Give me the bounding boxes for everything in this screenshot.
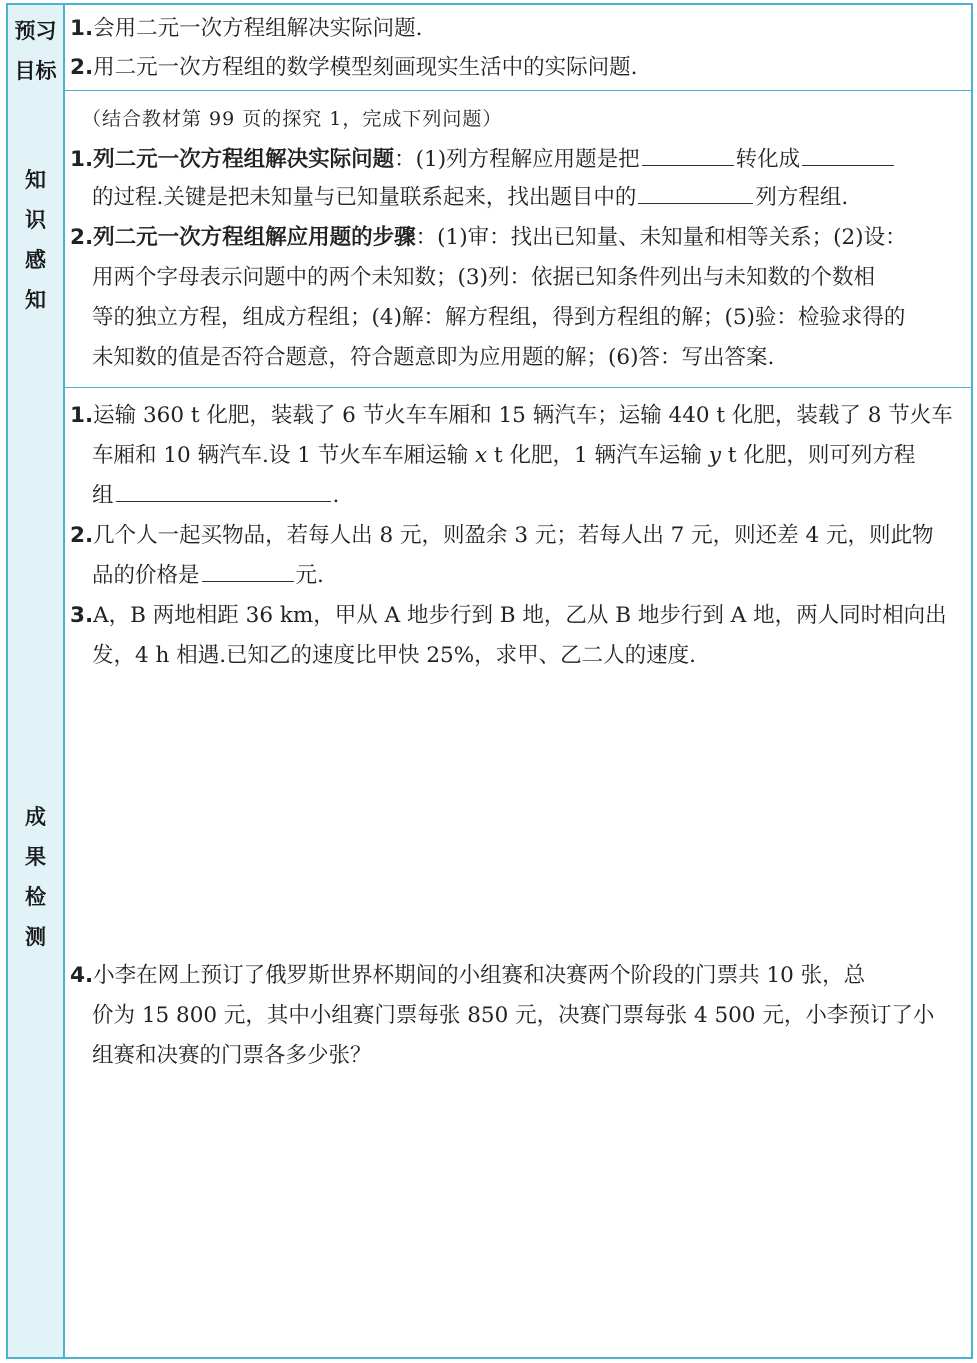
question-1-text: . [332,483,340,508]
goal-2 [70,53,963,83]
item-1-text-b: 转化成 [735,147,801,172]
question-4-text: 小李在网上预订了俄罗斯世界杯期间的小组赛和决赛两个阶段的门票共 10 张，总 [93,963,866,988]
label-char: 测 [25,925,46,949]
goal-1-number: 1. [70,16,94,41]
question-1-text: t 化肥，1 辆汽车运输 [487,443,709,468]
answer-blank[interactable] [116,497,331,502]
question-1-line-2 [92,441,963,471]
results-check-content [70,387,963,1357]
label-char: 成 [25,805,46,829]
question-2-text: 品的价格是 [92,563,200,588]
label-line-1: 预习 [14,19,57,43]
label-line-2: 目标 [14,59,57,83]
question-1-number: 1. [70,403,94,428]
question-1-line-3 [92,481,963,511]
preview-goals-row [8,5,971,91]
item-2-text: ：(1)审：找出已知量、未知量和相等关系；(2)设： [415,225,907,250]
question-1-text: 组 [92,483,114,508]
label-char: 果 [25,845,46,869]
goal-1 [70,14,963,44]
question-1-text: t 化肥，则可列方程 [721,443,916,468]
knowledge-item-2-line-2: 用两个字母表示问题中的两个未知数；(3)列：依据已知条件列出与未知数的个数相 [92,265,875,290]
question-4-number: 4. [70,963,94,988]
knowledge-row [8,90,971,388]
question-2-text: 几个人一起买物品，若每人出 8 元，则盈余 3 元；若每人出 7 元，则还差 4 元，则此物 [93,523,934,548]
goal-1-text: 会用二元一次方程组解决实际问题. [93,16,423,41]
answer-blank[interactable] [802,161,894,166]
question-3-line-1 [70,601,963,631]
item-2-title: 列二元一次方程组解应用题的步骤 [93,225,416,250]
knowledge-label [8,90,65,387]
knowledge-item-2-line-1 [70,223,963,253]
question-3-line-2: 发，4 h 相遇.已知乙的速度比甲快 25%，求甲、乙二人的速度. [92,643,696,668]
knowledge-item-1-line-1 [70,145,963,175]
label-char: 识 [25,208,46,232]
question-1-text: 车厢和 10 辆汽车.设 1 节火车车厢运输 [92,443,476,468]
question-4-line-3: 组赛和决赛的门票各多少张？ [92,1043,372,1068]
question-2-number: 2. [70,523,94,548]
knowledge-content [70,90,963,387]
item-1-number: 1. [70,147,94,172]
answer-blank[interactable] [202,577,294,582]
variable-x: x [475,443,488,468]
worksheet-table [6,3,973,1359]
item-1-title: 列二元一次方程组解决实际问题 [93,147,395,172]
question-3-number: 3. [70,603,94,628]
results-check-label [8,387,65,1357]
question-4-line-2: 价为 15 800 元，其中小组赛门票每张 850 元，决赛门票每张 4 500 元，小李预订了小 [92,1003,935,1028]
question-1-line-1 [70,401,963,431]
item-1-text-a: ：(1)列方程解应用题是把 [394,147,640,172]
question-2-line-1 [70,521,963,551]
item-2-number: 2. [70,225,94,250]
variable-y: y [708,443,722,468]
preview-goals-content [70,5,963,90]
question-1-text: 运输 360 t 化肥，装载了 6 节火车车厢和 15 辆汽车；运输 440 t 化肥，装载了 8 节火车 [93,403,953,428]
item-1-text-c: 的过程.关键是把未知量与已知量联系起来，找出题目中的 [92,185,637,210]
label-char: 知 [25,168,46,192]
goal-2-text: 用二元一次方程组的数学模型刻画现实生活中的实际问题. [93,55,638,80]
label-char: 感 [25,248,46,272]
knowledge-item-1-line-2 [92,183,963,213]
knowledge-item-2-line-4: 未知数的值是否符合题意，符合题意即为应用题的解；(6)答：写出答案. [92,345,775,370]
label-char: 知 [25,288,46,312]
results-check-row [8,387,971,1357]
knowledge-item-2-line-3: 等的独立方程，组成方程组；(4)解：解方程组，得到方程组的解；(5)验：检验求得的 [92,305,906,330]
item-1-text-d: 列方程组. [755,185,849,210]
question-4-line-1 [70,961,963,991]
answer-blank[interactable] [638,199,753,204]
question-2-line-2 [92,561,963,591]
goal-2-number: 2. [70,55,94,80]
question-2-text: 元. [295,563,324,588]
textbook-note: （结合教材第 99 页的探究 1，完成下列问题） [82,108,503,130]
question-3-text: A，B 两地相距 36 km，甲从 A 地步行到 B 地，乙从 B 地步行到 A 地，两人同时相向出 [93,603,947,628]
label-char: 检 [25,885,46,909]
answer-blank[interactable] [642,161,734,166]
preview-goals-label [8,5,65,90]
